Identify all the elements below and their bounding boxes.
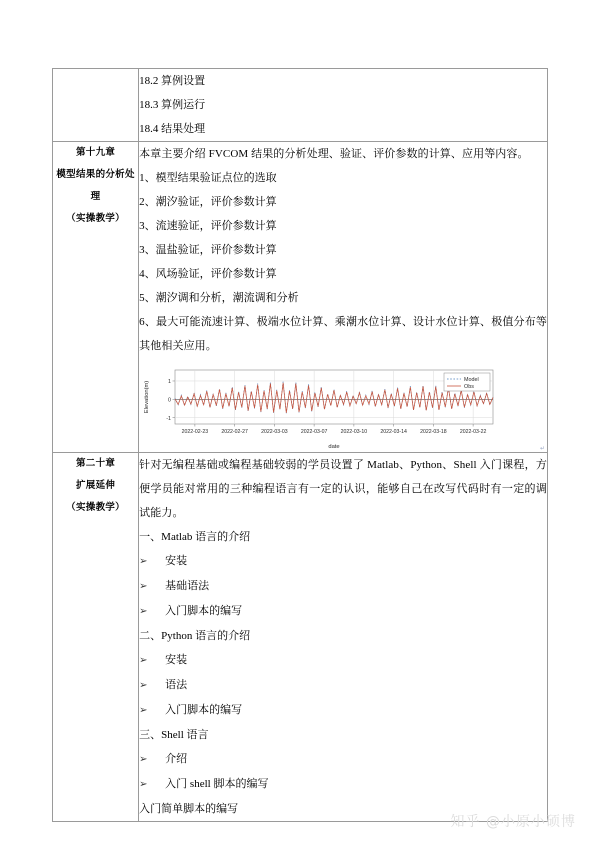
arrow-bullet-icon: ➢ <box>139 606 148 617</box>
list-item-label: 介绍 <box>165 753 188 765</box>
list-item-label: 基础语法 <box>165 580 210 592</box>
list-item <box>139 673 547 698</box>
outline-item: 二、Python 语言的介绍 <box>139 630 251 642</box>
outline-item: 5、潮汐调和分析，潮流调和分析 <box>139 292 299 304</box>
list-item <box>139 772 547 797</box>
list-item <box>139 574 547 599</box>
table-row <box>53 142 548 453</box>
paragraph-anchor-icon: ↵ <box>539 445 545 452</box>
list-item-label: 安装 <box>165 555 188 567</box>
list-item-label: 语法 <box>165 679 188 691</box>
list-item <box>139 747 547 772</box>
svg-text:2022-03-07: 2022-03-07 <box>301 429 328 435</box>
paragraph: 针对无编程基础或编程基础较弱的学员设置了 Matlab、Python、Shell 入门课程，方便学员能对常用的三种编程语言有一定的认识，能够自己在改写代码时有一定的调试能力。 <box>139 459 547 519</box>
outline-item: 入门简单脚本的编写 <box>139 803 239 815</box>
table-row <box>53 69 548 142</box>
outline-item: 2、潮汐验证，评价参数计算 <box>139 196 277 208</box>
paragraph: 6、最大可能流速计算、极端水位计算、乘潮水位计算、设计水位计算、极值分布等其他相关应用。 <box>139 316 547 352</box>
svg-text:Obs: Obs <box>464 384 475 390</box>
watermark: 知乎 @小原小硕博 <box>450 814 576 830</box>
arrow-bullet-icon: ➢ <box>139 754 148 765</box>
outline-item: 18.4 结果处理 <box>139 123 206 135</box>
chapter-label-line: （实操教学） <box>66 502 125 513</box>
list-item-label: 入门 shell 脚本的编写 <box>165 778 269 790</box>
chapter-label-line: 第十九章 <box>75 147 116 158</box>
arrow-bullet-icon: ➢ <box>139 779 148 790</box>
table-row <box>53 453 548 822</box>
list-item-label: 入门脚本的编写 <box>165 605 243 617</box>
paragraph: 本章主要介绍 FVCOM 结果的分析处理、验证、评价参数的计算、应用等内容。 <box>139 148 529 160</box>
outline-item: 18.3 算例运行 <box>139 99 206 111</box>
outline-item: 4、风场验证，评价参数计算 <box>139 268 277 280</box>
list-item <box>139 698 547 723</box>
outline-item: 18.2 算例设置 <box>139 75 206 87</box>
chapter-label-cell <box>53 69 139 142</box>
list-item-label: 安装 <box>165 654 188 666</box>
svg-text:1: 1 <box>168 379 172 386</box>
svg-text:2022-03-18: 2022-03-18 <box>420 429 447 435</box>
outline-item: 一、Matlab 语言的介绍 <box>139 531 251 543</box>
svg-text:2022-02-27: 2022-02-27 <box>221 429 249 435</box>
chapter-content-cell <box>139 142 548 453</box>
list-item <box>139 549 547 574</box>
elevation-validation-chart <box>139 364 547 450</box>
arrow-bullet-icon: ➢ <box>139 655 148 666</box>
list-item-label: 入门脚本的编写 <box>165 704 243 716</box>
chapter-content-cell <box>139 69 548 142</box>
svg-text:2022-03-10: 2022-03-10 <box>340 429 368 435</box>
svg-text:0: 0 <box>168 397 172 404</box>
list-item <box>139 599 547 624</box>
chapter-label-line: 第二十章 <box>75 458 116 469</box>
course-outline-table <box>52 68 548 822</box>
svg-text:Model: Model <box>464 377 479 383</box>
arrow-bullet-icon: ➢ <box>139 581 148 592</box>
svg-text:Elevation(m): Elevation(m) <box>144 380 151 414</box>
outline-item: 1、模型结果验证点位的选取 <box>139 172 277 184</box>
arrow-bullet-icon: ➢ <box>139 705 148 716</box>
table-body <box>53 69 548 822</box>
outline-item: 3、流速验证，评价参数计算 <box>139 220 277 232</box>
chapter-label-line: 模型结果的分析处 <box>56 169 135 180</box>
svg-text:2022-03-03: 2022-03-03 <box>261 429 288 435</box>
outline-item: 3、温盐验证，评价参数计算 <box>139 244 277 256</box>
svg-text:-1: -1 <box>166 415 172 422</box>
chapter-label-line: 扩展延伸 <box>75 480 116 491</box>
arrow-bullet-icon: ➢ <box>139 556 148 567</box>
svg-text:2022-02-23: 2022-02-23 <box>181 429 209 435</box>
chapter-label-line: （实操教学） <box>66 213 125 224</box>
chapter-label-cell <box>53 142 139 453</box>
chapter-label-line: 理 <box>90 191 101 202</box>
chapter-label-cell <box>53 453 139 822</box>
chapter-content-cell <box>139 453 548 822</box>
outline-item: 三、Shell 语言 <box>139 729 209 741</box>
svg-text:2022-03-14: 2022-03-14 <box>380 429 408 435</box>
arrow-bullet-icon: ➢ <box>139 680 148 691</box>
svg-text:2022-03-22: 2022-03-22 <box>460 429 487 435</box>
list-item <box>139 648 547 673</box>
svg-text:date: date <box>328 444 340 450</box>
